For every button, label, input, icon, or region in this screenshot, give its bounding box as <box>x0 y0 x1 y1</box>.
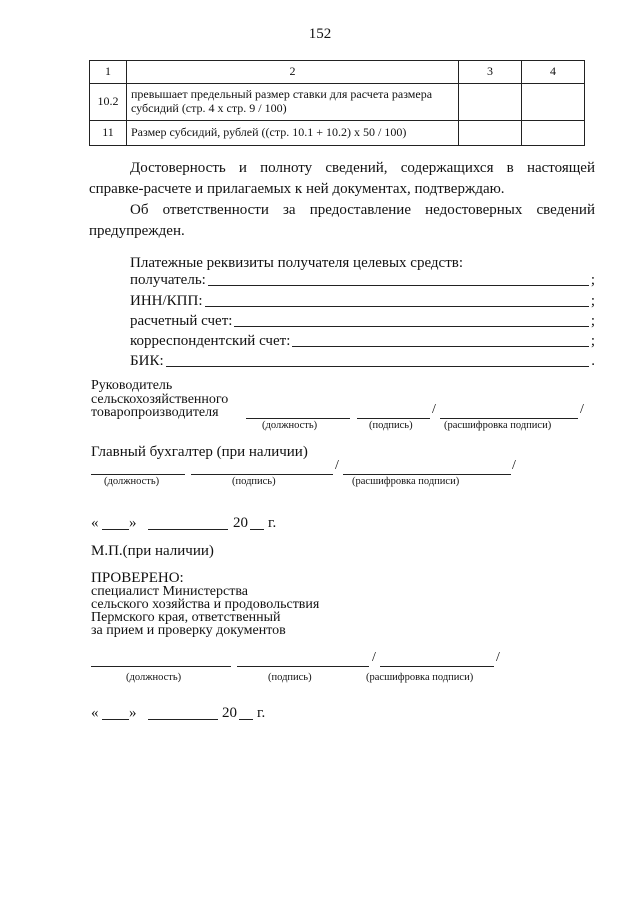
field-end: ; <box>590 313 595 329</box>
specialist-decoding-line[interactable] <box>380 666 494 667</box>
inn-label: ИНН/КПП: <box>130 293 203 309</box>
head-title-1: Руководитель <box>91 378 173 393</box>
corr-account-label: корреспондентский счет: <box>130 333 291 349</box>
row-description: превышает предельный размер ставки для расчета размера субсидий (стр. 4 х стр. 9 / 100) <box>127 84 459 121</box>
table-row <box>90 84 585 121</box>
date-close-quote: » <box>129 515 137 531</box>
row-number: 11 <box>90 121 127 146</box>
date-month-line[interactable] <box>148 719 218 720</box>
row-value-3 <box>459 121 522 146</box>
confirm-line-2: справке-расчете и прилагаемых к ней документах, подтверждаю. <box>89 181 505 197</box>
date-close-quote: » <box>129 705 137 721</box>
checked-line-3: Пермского края, ответственный <box>91 610 281 625</box>
recipient-label: получатель: <box>130 272 206 288</box>
table-row <box>90 121 585 146</box>
account-field[interactable] <box>130 313 595 330</box>
head-title-3: товаропроизводителя <box>91 405 219 420</box>
row-value-4 <box>522 84 585 121</box>
confirm-line-4: предупрежден. <box>89 223 185 239</box>
slash: / <box>580 402 584 417</box>
field-end: ; <box>590 333 595 349</box>
head-title-2: сельскохозяйственного <box>91 392 229 407</box>
stamp-label: М.П.(при наличии) <box>91 543 214 559</box>
slash: / <box>335 458 339 473</box>
row-description: Размер субсидий, рублей ((стр. 10.1 + 10.2) х 50 / 100) <box>127 121 459 146</box>
accountant-position-line[interactable] <box>91 474 185 475</box>
checked-line-4: за прием и проверку документов <box>91 623 286 638</box>
caption-position: (должность) <box>126 672 182 683</box>
head-position-line[interactable] <box>246 418 350 419</box>
calculation-table <box>89 60 585 146</box>
accountant-signature-line[interactable] <box>191 474 333 475</box>
date-day-line[interactable] <box>102 529 129 530</box>
row-number: 10.2 <box>90 84 127 121</box>
table-header-cell: 1 <box>90 61 127 84</box>
chief-accountant-title: Главный бухгалтер (при наличии) <box>91 444 308 460</box>
corr-account-field[interactable] <box>130 333 595 350</box>
caption-decoding: (расшифровка подписи) <box>366 672 474 683</box>
date-year-suffix: г. <box>268 515 277 531</box>
caption-position: (должность) <box>104 476 160 487</box>
head-decoding-line[interactable] <box>440 418 578 419</box>
account-label: расчетный счет: <box>130 313 233 329</box>
corr-account-line[interactable] <box>292 345 588 347</box>
table-header-row <box>90 61 585 84</box>
table-header-cell: 3 <box>459 61 522 84</box>
inn-field[interactable] <box>130 293 595 310</box>
requisites-title: Платежные реквизиты получателя целевых средств: <box>130 255 463 271</box>
row-value-3 <box>459 84 522 121</box>
date-year-line[interactable] <box>250 529 264 530</box>
slash: / <box>496 650 500 665</box>
table-header-cell: 2 <box>127 61 459 84</box>
field-end: ; <box>590 272 595 288</box>
account-line[interactable] <box>234 325 588 327</box>
specialist-signature-line[interactable] <box>237 666 369 667</box>
page-number: 152 <box>308 26 332 42</box>
caption-signature: (подпись) <box>369 420 413 431</box>
caption-decoding: (расшифровка подписи) <box>444 420 552 431</box>
date-year-prefix: 20 <box>222 705 237 721</box>
head-signature-line[interactable] <box>357 418 430 419</box>
date-open-quote: « <box>91 515 99 531</box>
date-year-suffix: г. <box>257 705 266 721</box>
inn-line[interactable] <box>205 305 589 307</box>
caption-decoding: (расшифровка подписи) <box>352 476 460 487</box>
checked-line-1: специалист Министерства <box>91 584 248 599</box>
date-day-line[interactable] <box>102 719 129 720</box>
slash: / <box>432 402 436 417</box>
caption-signature: (подпись) <box>268 672 312 683</box>
confirm-line-1: Достоверность и полноту сведений, содержащихся в настоящей <box>130 160 595 176</box>
field-end: ; <box>590 293 595 309</box>
bik-line[interactable] <box>166 365 590 367</box>
caption-position: (должность) <box>262 420 318 431</box>
slash: / <box>512 458 516 473</box>
date-year-prefix: 20 <box>233 515 248 531</box>
slash: / <box>372 650 376 665</box>
checked-line-2: сельского хозяйства и продовольствия <box>91 597 320 612</box>
table-header-cell: 4 <box>522 61 585 84</box>
accountant-decoding-line[interactable] <box>343 474 511 475</box>
specialist-position-line[interactable] <box>91 666 231 667</box>
caption-signature: (подпись) <box>232 476 276 487</box>
row-value-4 <box>522 121 585 146</box>
date-open-quote: « <box>91 705 99 721</box>
bik-label: БИК: <box>130 353 164 369</box>
confirm-line-3: Об ответственности за предоставление недостоверных сведений <box>130 202 595 218</box>
date-year-line[interactable] <box>239 719 253 720</box>
bik-field[interactable] <box>130 353 595 370</box>
checked-title: ПРОВЕРЕНО: <box>91 570 184 586</box>
recipient-line[interactable] <box>208 284 589 286</box>
recipient-field[interactable] <box>130 272 595 289</box>
date-month-line[interactable] <box>148 529 228 530</box>
field-end: . <box>591 353 595 369</box>
